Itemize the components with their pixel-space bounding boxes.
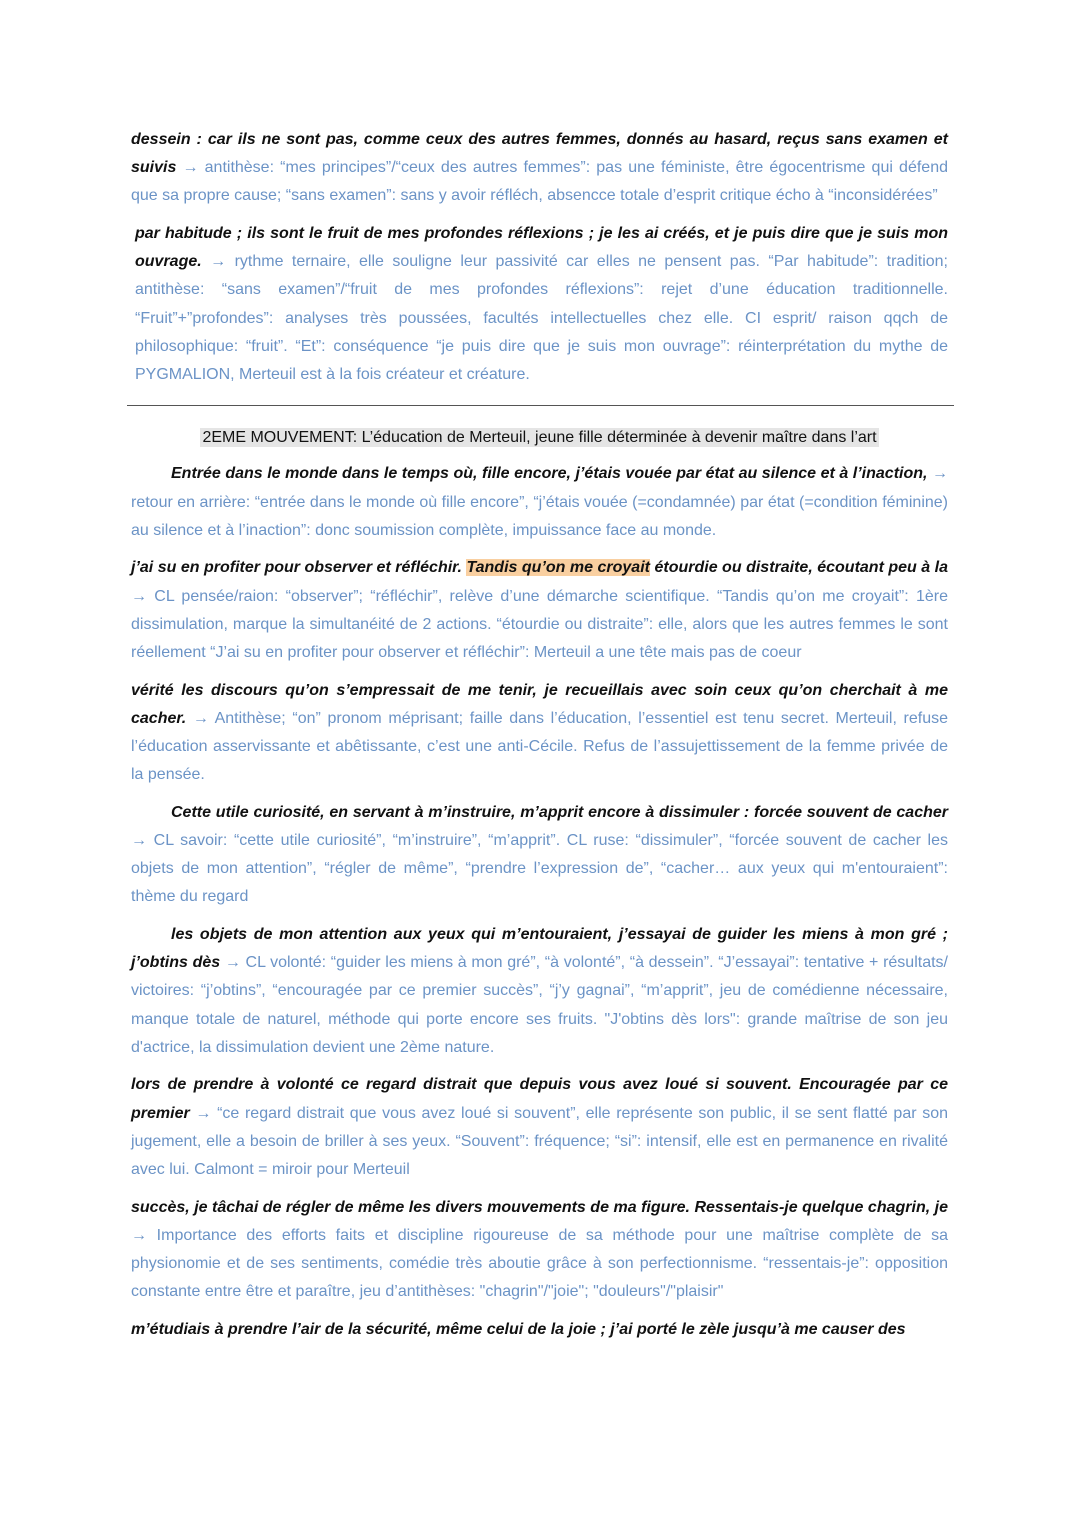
paragraph-7 (131, 921, 948, 1062)
quoted-text: lors de prendre à volonté ce regard distrait que depuis vous avez loué si souvent. Encouragée par ce premier (131, 1076, 948, 1122)
paragraph-4 (131, 554, 948, 667)
paragraph-8 (131, 1071, 948, 1184)
document-page (131, 126, 948, 1353)
quoted-text: dessein : car ils ne sont pas, comme ceux des autres femmes, donnés au hasard, reçus sans examen et suivis (131, 131, 948, 177)
quoted-text: les objets de mon attention aux yeux qui m’entouraient, j’essayai de guider les miens à mon gré ; j’obtins dès (131, 926, 948, 972)
commentary: rythme ternaire, elle souligne leur passivité car elles ne pensent pas. “Par habitude”: tradition; antithèse: “sans examen”/“fruit de mes profondes réflexions”: rejet d’une éducation traditionnelle. “Fruit”+”profondes”: analyses très poussées, facultés intellectuelles chez elle. CI esprit/ raison qqch de philosophique: “fruit”. “Et”: conséquence “je puis dire que je suis mon ouvrage”: réinterprétation du mythe de PYGMALION, Merteuil est à la fois créateur et créature. (135, 253, 949, 384)
arrow-icon: → (182, 159, 199, 177)
quoted-text: vérité les discours qu’on s’empressait de me tenir, je recueillais avec soin ceux qu’on cherchait à me cacher. (131, 681, 948, 727)
arrow-icon: → (131, 832, 147, 850)
quoted-text: j’ai su en profiter pour observer et réfléchir. (131, 559, 462, 577)
quoted-text: succès, je tâchai de régler de même les divers mouvements de ma figure. Ressentais-je quelque chagrin, je (131, 1198, 948, 1216)
quoted-text: étourdie ou distraite, écoutant peu à la (654, 559, 949, 577)
commentary: Importance des efforts faits et discipline rigoureuse de sa méthode pour une maîtrise complète de sa physionomie et de ses sentiments, comédie très aboutie grâce à son perfectionnisme. “ressentais-je”: opposition constante entre être et paraître, jeu d’antithèses: "chagrin"/"joie"; "douleurs"/"plaisir" (131, 1226, 948, 1301)
commentary: “ce regard distrait que vous avez loué si souvent”, elle représente son public, il se sent flatté par son jugement, elle a besoin de briller à ses yeux. “Souvent”: fréquence; “si”: intensif, elle est en permanence en rivalité avec lui. Calmont = miroir pour Merteuil (131, 1104, 949, 1179)
quoted-text: par habitude ; ils sont le fruit de mes profondes réflexions ; je les ai créés, et je puis dire que je suis mon ouvrage. (135, 225, 948, 271)
paragraph-2 (135, 220, 948, 389)
arrow-icon: → (224, 954, 241, 972)
arrow-icon: → (195, 1104, 212, 1122)
quoted-text: Entrée dans le monde dans le temps où, fille encore, j’étais vouée par état au silence et à l’inaction, (171, 465, 928, 483)
section-divider (127, 405, 954, 406)
commentary: CL savoir: “cette utile curiosité”, “m’instruire”, “m’apprit”. CL ruse: “dissimuler”, “forcée souvent de cacher les objets de mon attention”, “régler de même”, “prendre l’expression de”, “cacher… aux yeux qui m'entouraient”: thème du regard (131, 832, 948, 906)
paragraph-1 (131, 126, 948, 211)
arrow-icon: → (131, 1226, 147, 1244)
quoted-text: Cette utile curiosité, en servant à m’instruire, m’apprit encore à dissimuler : forcée souvent de cacher (171, 803, 948, 821)
highlighted-text: Tandis qu’on me croyait (466, 559, 650, 577)
commentary: retour en arrière: “entrée dans le monde où fille encore”, “j’étais vouée (=condamnée) par état (=condition féminine) au silence et à l’inaction”: donc soumission complète, impuissance face au monde. (131, 493, 948, 539)
commentary: Antithèse; “on” pronom méprisant; faille dans l’éducation, l’essentiel est tenu secret. Merteuil, refuse l’éducation asservissante et abêtissante, c’est une anti-Cécile. Refus de l’assujettissement de la femme privée de la pensée. (131, 709, 948, 784)
arrow-icon: → (932, 465, 949, 483)
commentary: CL pensée/raion: “observer”; “réfléchir”, relève d’une démarche scientifique. “Tandis qu’on me croyait”: 1ère dissimulation, marque la simultanéité de 2 actions. “étourdie ou distraite”: elle, alors que les autres femmes le sont réellement “J’ai su en profiter pour observer et réfléchir”: Merteuil a une tête mais pas de coeur (131, 587, 948, 662)
arrow-icon: → (131, 587, 147, 605)
quoted-text: m’étudiais à prendre l’air de la sécurité, même celui de la joie ; j’ai porté le zèle jusqu’à me causer des (131, 1320, 906, 1338)
section-heading-text: 2EME MOUVEMENT: L’éducation de Merteuil, jeune fille déterminée à devenir maître dans l’art (202, 429, 877, 447)
paragraph-10 (131, 1316, 948, 1344)
paragraph-9 (131, 1194, 948, 1307)
commentary: antithèse: “mes principes”/“ceux des autres femmes”: pas une féministe, être égocentrisme qui défend que sa propre cause; “sans examen”: sans y avoir réfléch, absencce totale d’esprit critique écho à “inconsidérées” (131, 159, 948, 205)
paragraph-5 (131, 677, 948, 790)
arrow-icon: → (210, 253, 227, 271)
section-heading (131, 424, 948, 452)
paragraph-3 (131, 460, 948, 545)
paragraph-6 (131, 799, 948, 912)
arrow-icon: → (192, 709, 209, 727)
commentary: CL volonté: “guider les miens à mon gré”, “à volonté”, “à dessein”. “J’essayai”: tentative + résultats/ victoires: “j’obtins”, “encouragée par ce premier succès”, “j’y gagnai”, “m’apprit”, jeu de comédienne nécessaire, manque totale de naturel, méthode qui porte encore ses fruits. "J'obtins dès lors": grande maîtrise de son jeu d'actrice, la dissimulation devient une 2ème nature. (131, 954, 948, 1056)
